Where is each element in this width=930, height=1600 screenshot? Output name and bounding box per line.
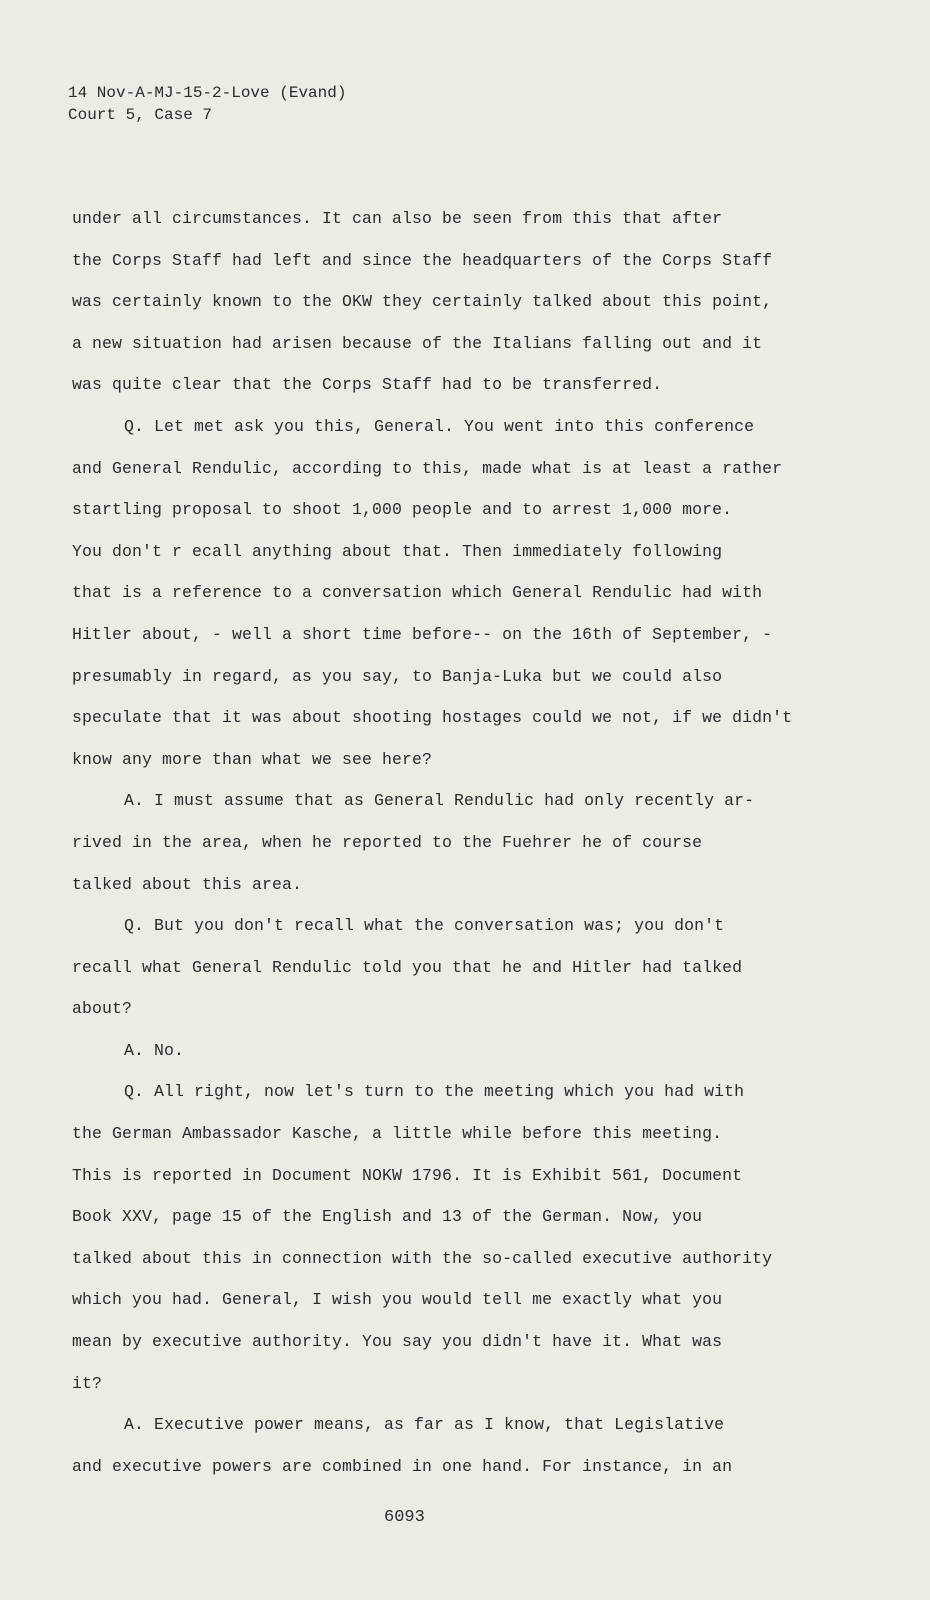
transcript-line: startling proposal to shoot 1,000 people and to arrest 1,000 more. — [72, 500, 733, 520]
transcript-line: mean by executive authority. You say you didn't have it. What was — [72, 1332, 723, 1352]
transcript-line: and General Rendulic, according to this, made what is at least a rather — [72, 458, 783, 478]
transcript-line: A. I must assume that as General Rendulic had only recently ar- — [124, 791, 755, 811]
transcript-line: Q. All right, now let's turn to the meeting which you had with — [124, 1082, 745, 1102]
transcript-line: that is a reference to a conversation which General Rendulic had with — [72, 583, 763, 603]
transcript-line: Book XXV, page 15 of the English and 13 of the German. Now, you — [72, 1207, 703, 1227]
transcript-line: A. Executive power means, as far as I know, that Legislative — [124, 1415, 725, 1435]
header-line-1: 14 Nov-A-MJ-15-2-Love (Evand) — [68, 84, 347, 102]
transcript-line: This is reported in Document NOKW 1796. It is Exhibit 561, Document — [72, 1165, 743, 1185]
transcript-line: speculate that it was about shooting hostages could we not, if we didn't — [72, 708, 793, 728]
transcript-line: it? — [72, 1373, 103, 1393]
transcript-line: was quite clear that the Corps Staff had to be transferred. — [72, 375, 663, 395]
transcript-line: rived in the area, when he reported to the Fuehrer he of course — [72, 832, 703, 852]
transcript-line: recall what General Rendulic told you that he and Hitler had talked — [72, 957, 743, 977]
page-number: 6093 — [384, 1508, 425, 1527]
transcript-line: the German Ambassador Kasche, a little while before this meeting. — [72, 1124, 723, 1144]
document-header — [68, 82, 346, 126]
transcript-line: a new situation had arisen because of the Italians falling out and it — [72, 333, 763, 353]
transcript-line: was certainly known to the OKW they certainly talked about this point, — [72, 292, 773, 312]
transcript-line: about? — [72, 999, 133, 1019]
transcript-line: Q. But you don't recall what the conversation was; you don't — [124, 916, 725, 936]
transcript-line: talked about this area. — [72, 874, 303, 894]
transcript-line: Q. Let met ask you this, General. You went into this conference — [124, 416, 755, 436]
transcript-line: under all circumstances. It can also be seen from this that after — [72, 209, 723, 228]
transcript-line: the Corps Staff had left and since the headquarters of the Corps Staff — [72, 250, 773, 270]
transcript-line: know any more than what we see here? — [72, 749, 433, 769]
transcript-line: talked about this in connection with the so-called executive authority — [72, 1248, 773, 1268]
transcript-line: Hitler about, - well a short time before-- on the 16th of September, - — [72, 624, 773, 644]
transcript-line: You don't r ecall anything about that. Then immediately following — [72, 541, 723, 561]
transcript-line: which you had. General, I wish you would tell me exactly what you — [72, 1290, 723, 1310]
transcript-line: and executive powers are combined in one hand. For instance, in an — [72, 1456, 733, 1476]
transcript-line: A. No. — [124, 1040, 185, 1060]
header-line-2: Court 5, Case 7 — [68, 106, 213, 124]
transcript-line: presumably in regard, as you say, to Banja-Luka but we could also — [72, 666, 723, 686]
transcript-body — [72, 198, 852, 1487]
